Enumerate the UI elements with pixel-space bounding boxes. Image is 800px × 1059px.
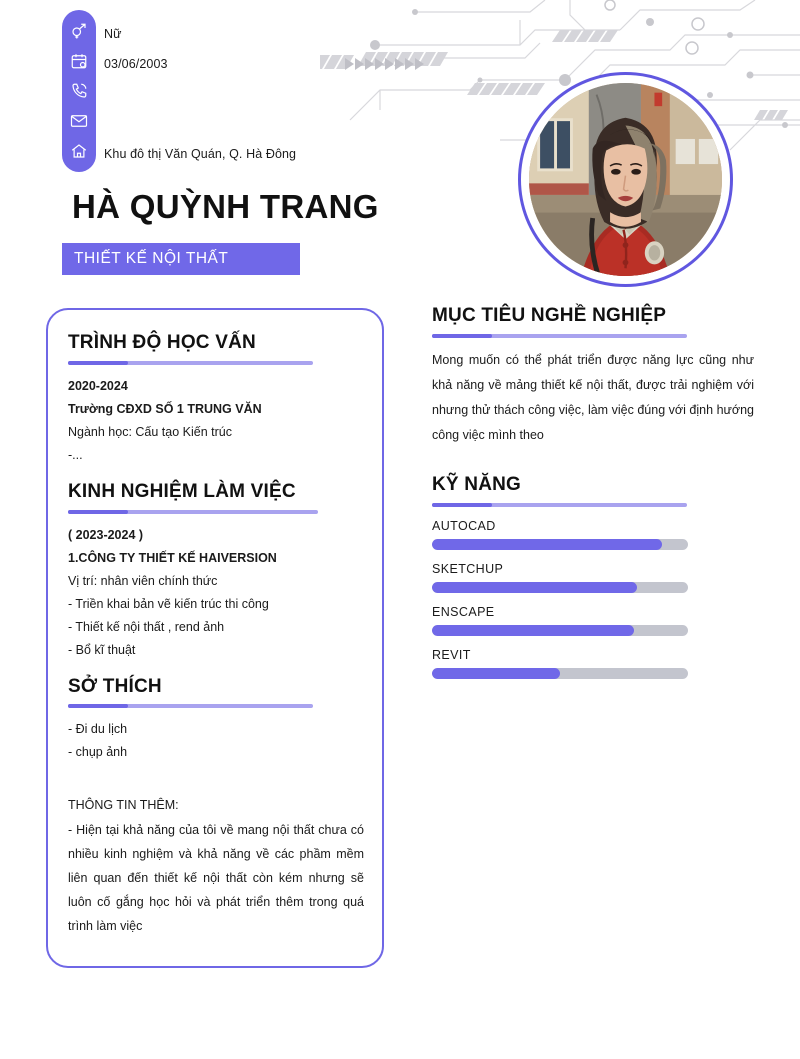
skill-bar-fill — [432, 668, 560, 679]
skill-bar-fill — [432, 582, 637, 593]
experience-heading: KINH NGHIỆM LÀM VIỆC — [68, 480, 296, 502]
hobby-item: - Đi du lịch — [68, 722, 128, 737]
phone-icon — [70, 82, 88, 100]
hobbies-section — [68, 676, 364, 765]
skill-item — [432, 648, 754, 679]
skill-label: AUTOCAD — [432, 518, 496, 533]
skills-heading-rule — [432, 503, 687, 507]
objective-heading: MỤC TIÊU NGHỀ NGHIỆP — [432, 305, 667, 326]
skills-heading: KỸ NĂNG — [432, 473, 522, 495]
contact-values — [104, 10, 424, 172]
education-major: Ngành học: Cấu tạo Kiến trúc — [68, 424, 232, 439]
education-school: Trường CĐXD SỐ 1 TRUNG VĂN — [68, 401, 262, 416]
spacer — [68, 662, 364, 676]
hobby-item: - chụp ảnh — [68, 745, 128, 760]
contact-gender-value: Nữ — [104, 27, 122, 41]
skill-bar-track — [432, 625, 688, 636]
experience-heading-rule — [68, 510, 318, 514]
job-title-badge: THIẾT KẾ NỘI THẤT — [62, 243, 300, 275]
skill-bar-track — [432, 539, 688, 550]
spacer — [68, 467, 364, 481]
experience-duty: - Triền khai bản vẽ kiến trúc thi công — [68, 596, 269, 611]
skill-bar-track — [432, 668, 688, 679]
education-heading-rule — [68, 361, 313, 365]
profile-photo-frame — [518, 72, 733, 287]
skill-item — [432, 605, 754, 636]
email-icon — [70, 112, 88, 130]
hobbies-heading: SỞ THÍCH — [68, 675, 162, 697]
contact-address-value: Khu đô thị Văn Quán, Q. Hà Đông — [104, 147, 297, 161]
calendar-icon — [70, 52, 88, 70]
contact-icon-strip — [62, 10, 96, 172]
education-period: 2020-2024 — [68, 378, 128, 393]
additional-info-section — [68, 794, 364, 938]
experience-duty: - Thiết kế nội thất , rend ảnh — [68, 619, 225, 634]
contact-dob-value: 03/06/2003 — [104, 57, 168, 71]
skill-bar-track — [432, 582, 688, 593]
skills-section — [432, 474, 754, 679]
objective-heading-rule — [432, 334, 687, 338]
skill-item — [432, 519, 754, 550]
additional-info-text: - Hiện tại khả năng của tôi về mang nội thất chưa có nhiều kinh nghiệm và khả năng về các phầm mềm liên quan đến thiết kế nội thất còn kém nhưng sẽ luôn cố gắng học hỏi và phát triển thêm trong quá trình làm việc — [68, 823, 364, 934]
objective-section — [432, 305, 754, 448]
skill-label: SKETCHUP — [432, 561, 504, 576]
candidate-name: HÀ QUỲNH TRANG — [72, 188, 379, 225]
skill-bar-fill — [432, 625, 634, 636]
skill-label: ENSCAPE — [432, 604, 495, 619]
experience-position: Vị trí: nhân viên chính thức — [68, 573, 218, 588]
right-column — [432, 305, 754, 679]
additional-info-label: THÔNG TIN THÊM: — [68, 798, 179, 813]
profile-photo — [529, 83, 722, 276]
experience-duty: - Bổ kĩ thuật — [68, 642, 136, 657]
home-icon — [70, 142, 88, 160]
experience-section — [68, 481, 364, 662]
hobbies-heading-rule — [68, 704, 313, 708]
objective-text: Mong muốn có thể phát triển được năng lực cũng như khả năng về mảng thiết kế nội thất, được trải nghiệm với nhưng thử thách công việc, làm việc đúng với định hướng công việc mình theo — [432, 352, 754, 442]
experience-period: ( 2023-2024 ) — [68, 527, 144, 542]
experience-company: 1.CÔNG TY THIẾT KẾ HAIVERSION — [68, 550, 277, 565]
skill-label: REVIT — [432, 647, 471, 662]
education-section — [68, 332, 364, 467]
left-content-card — [46, 308, 384, 968]
education-heading: TRÌNH ĐỘ HỌC VẤN — [68, 332, 256, 353]
education-extra: -... — [68, 447, 83, 462]
skill-item — [432, 562, 754, 593]
skill-bar-fill — [432, 539, 662, 550]
gender-icon — [70, 22, 88, 40]
